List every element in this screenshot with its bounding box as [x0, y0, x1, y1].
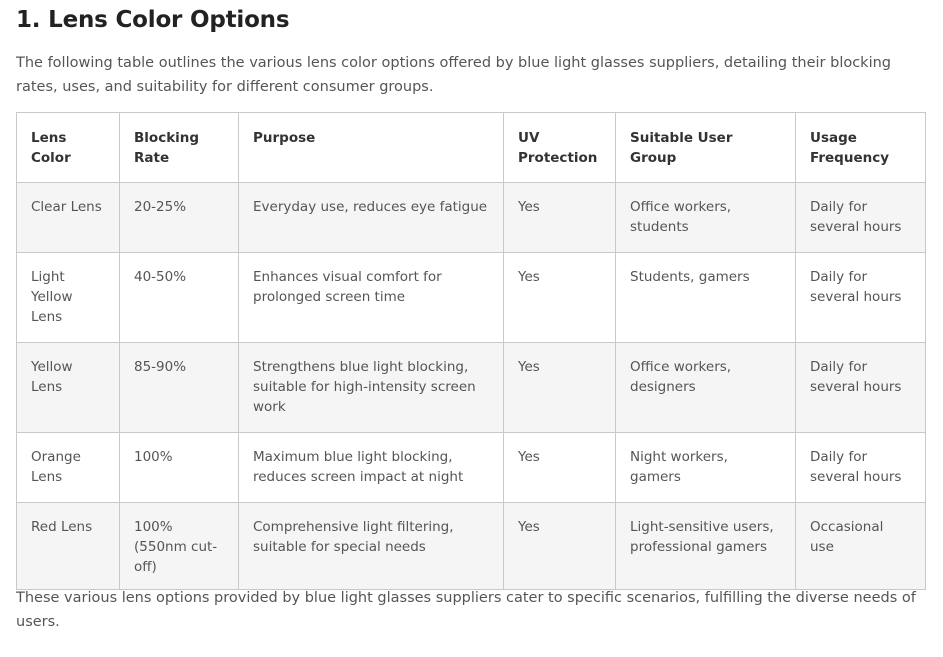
header-blocking-rate: Blocking Rate: [120, 113, 239, 183]
cell-lens-color: Clear Lens: [17, 183, 120, 253]
table-row: [17, 253, 926, 343]
cell-usage-frequency: Occasional use: [796, 503, 926, 590]
cell-lens-color: Yellow Lens: [17, 343, 120, 433]
header-usage-frequency: Usage Frequency: [796, 113, 926, 183]
table-row: [17, 433, 926, 503]
cell-uv-protection: Yes: [504, 253, 616, 343]
cell-uv-protection: Yes: [504, 503, 616, 590]
cell-uv-protection: Yes: [504, 433, 616, 503]
table-row: [17, 503, 926, 590]
table-header-row: [17, 113, 926, 183]
outro-paragraph: These various lens options provided by blue light glasses suppliers cater to specific scenarios, fulfilling the diverse needs of users.: [16, 590, 916, 630]
cell-uv-protection: Yes: [504, 183, 616, 253]
cell-user-group: Night workers, gamers: [616, 433, 796, 503]
cell-purpose: Strengthens blue light blocking, suitable for high-intensity screen work: [239, 343, 504, 433]
cell-blocking-rate: 85-90%: [120, 343, 239, 433]
cell-purpose: Everyday use, reduces eye fatigue: [239, 183, 504, 253]
cell-lens-color: Orange Lens: [17, 433, 120, 503]
cell-usage-frequency: Daily for several hours: [796, 183, 926, 253]
cell-lens-color: Light Yellow Lens: [17, 253, 120, 343]
cell-lens-color: Red Lens: [17, 503, 120, 590]
cell-blocking-rate: 100% (550nm cut-off): [120, 503, 239, 590]
header-suitable-user-group: Suitable User Group: [616, 113, 796, 183]
cell-blocking-rate: 20-25%: [120, 183, 239, 253]
cell-uv-protection: Yes: [504, 343, 616, 433]
intro-paragraph: The following table outlines the various lens color options offered by blue light glasses suppliers, detailing their blocking rates, uses, and suitability for different consumer groups.: [16, 55, 892, 95]
cell-user-group: Students, gamers: [616, 253, 796, 343]
cell-usage-frequency: Daily for several hours: [796, 253, 926, 343]
cell-usage-frequency: Daily for several hours: [796, 433, 926, 503]
header-lens-color: Lens Color: [17, 113, 120, 183]
header-purpose: Purpose: [239, 113, 504, 183]
table-row: [17, 343, 926, 433]
cell-usage-frequency: Daily for several hours: [796, 343, 926, 433]
cell-purpose: Enhances visual comfort for prolonged screen time: [239, 253, 504, 343]
cell-user-group: Office workers, students: [616, 183, 796, 253]
cell-blocking-rate: 40-50%: [120, 253, 239, 343]
cell-purpose: Comprehensive light filtering, suitable for special needs: [239, 503, 504, 590]
table-row: [17, 183, 926, 253]
section-heading: 1. Lens Color Options: [16, 7, 290, 33]
lens-color-table: [16, 112, 926, 590]
cell-user-group: Office workers, designers: [616, 343, 796, 433]
cell-blocking-rate: 100%: [120, 433, 239, 503]
header-uv-protection: UV Protection: [504, 113, 616, 183]
cell-user-group: Light-sensitive users, professional gamers: [616, 503, 796, 590]
cell-purpose: Maximum blue light blocking, reduces screen impact at night: [239, 433, 504, 503]
